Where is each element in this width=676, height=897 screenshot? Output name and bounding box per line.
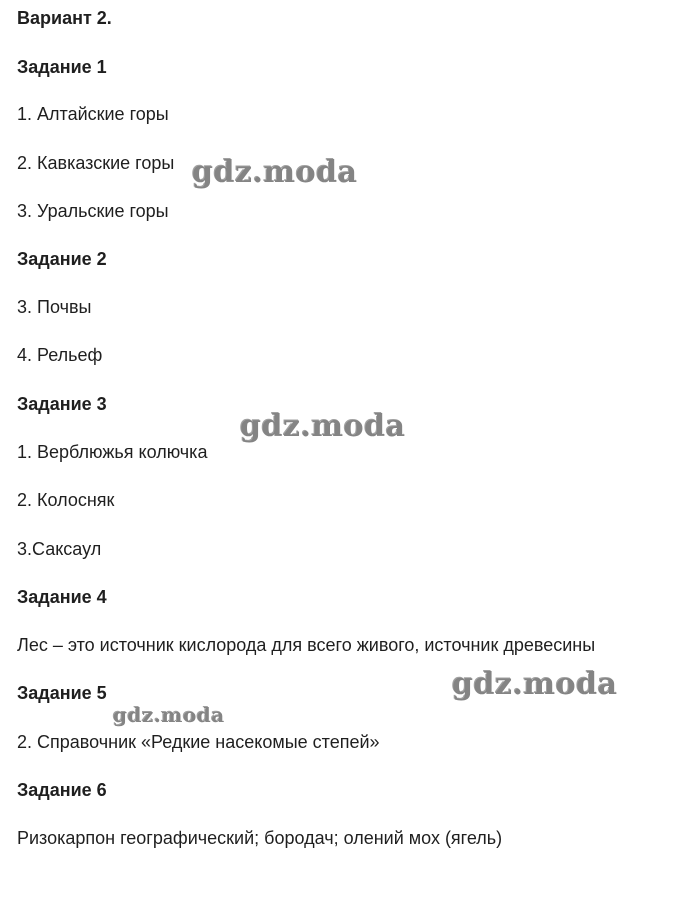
- task-5-heading: Задание 5: [17, 683, 107, 703]
- task-1-item-1: 1. Алтайские горы: [17, 104, 169, 124]
- task-2-item-2: 4. Рельеф: [17, 345, 103, 365]
- task-1-item-2: 2. Кавказские горы: [17, 153, 175, 173]
- task-6-heading: Задание 6: [17, 780, 107, 800]
- task-1-heading: Задание 1: [17, 57, 107, 77]
- watermark-4: gdz.moda: [113, 703, 225, 727]
- task-2-heading: Задание 2: [17, 249, 107, 269]
- task-3-item-1: 1. Верблюжья колючка: [17, 442, 208, 462]
- task-4-item-1: Лес – это источник кислорода для всего живого, источник древесины: [17, 635, 596, 655]
- task-2-item-1: 3. Почвы: [17, 297, 92, 317]
- variant-title: Вариант 2.: [17, 8, 112, 28]
- watermark-2: gdz.moda: [240, 409, 406, 444]
- task-4-heading: Задание 4: [17, 587, 107, 607]
- task-3-item-3: 3.Саксаул: [17, 539, 102, 559]
- task-5-item-1: 2. Справочник «Редкие насекомые степей»: [17, 732, 380, 752]
- task-3-item-2: 2. Колосняк: [17, 490, 115, 510]
- task-3-heading: Задание 3: [17, 394, 107, 414]
- task-6-item-1: Ризокарпон географический; бородач; олений мох (ягель): [17, 828, 503, 848]
- watermark-1: gdz.moda: [192, 155, 358, 190]
- task-1-item-3: 3. Уральские горы: [17, 201, 169, 221]
- watermark-3: gdz.moda: [452, 667, 618, 702]
